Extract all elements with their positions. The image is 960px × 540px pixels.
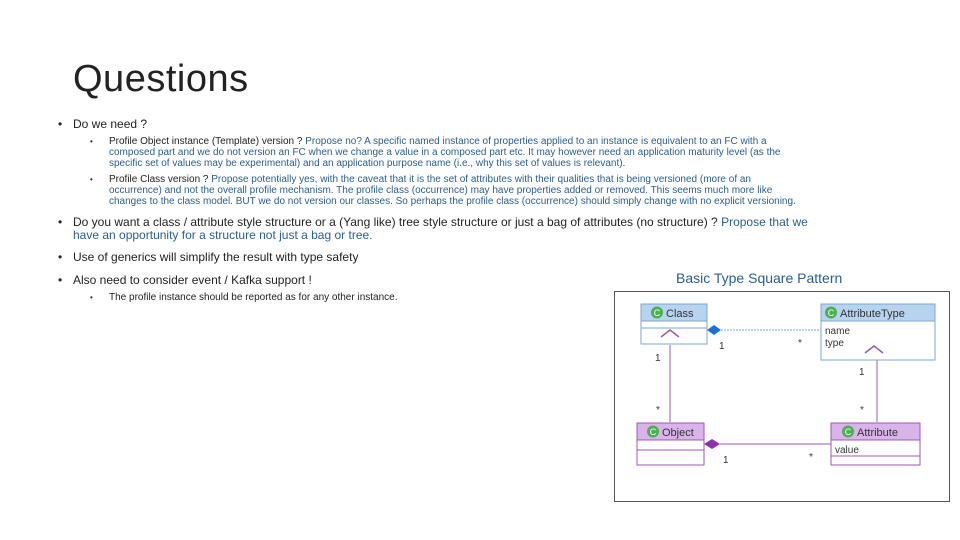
bullet-text: Also need to consider event / Kafka support ! (73, 273, 312, 287)
attribute-field: name (825, 326, 851, 337)
uml-class-class (641, 304, 707, 344)
multiplicity-label: 1 (655, 353, 661, 364)
composition-diamond-icon (704, 439, 720, 449)
class-icon-letter: C (653, 308, 661, 318)
class-name: Object (662, 427, 694, 439)
bullet-dot: • (90, 293, 93, 302)
sub-bullet-answer: Propose no? A specific named instance of properties applied to an instance is equivalent to an FC with a (305, 136, 767, 147)
sub-bullet-answer-cont: composed part and we do not version an FC when we change a value in a composed part etc. It may however need an application maturity level (as the (109, 147, 781, 158)
bullet-answer-cont: have an opportunity for a structure not just a bag or tree. (73, 228, 373, 242)
bullet-text: Use of generics will simplify the result with type safety (73, 250, 359, 264)
multiplicity-label: 1 (723, 455, 729, 466)
sub-bullet-answer-cont: changes to the class model. BUT we do not version our classes. So perhaps the profile class (occurrence) should simply change with no explicit versioning. (109, 196, 796, 207)
bullet-dot: • (90, 137, 93, 146)
bullet-dot: • (58, 273, 63, 287)
class-name: Class (666, 308, 694, 320)
bullet-dot: • (58, 117, 63, 131)
multiplicity-label: * (809, 452, 813, 463)
multiplicity-label: 1 (859, 367, 865, 378)
sub-bullet-answer-cont: occurrence) and not the overall profile mechanism. The profile class (occurrence) may have properties added or removed. This seems much more like (109, 185, 773, 196)
class-name: AttributeType (840, 308, 905, 320)
class-name: Attribute (857, 427, 898, 439)
uml-class-attribute (831, 423, 920, 465)
sub-bullet-answer: Propose potentially yes, with the caveat that it is the set of attributes with their qualities that is being versioned (more of an (211, 174, 751, 185)
uml-diagram (614, 291, 950, 502)
multiplicity-label: * (798, 338, 802, 349)
multiplicity-label: * (656, 405, 660, 416)
sub-bullet-question: Profile Class version ? (109, 174, 212, 185)
composition-diamond-icon (707, 325, 721, 335)
multiplicity-label: * (860, 405, 864, 416)
class-icon-letter: C (844, 427, 852, 437)
attribute-field: value (835, 445, 859, 456)
multiplicity-label: 1 (719, 341, 725, 352)
sub-bullet-text: The profile instance should be reported as for any other instance. (109, 292, 398, 303)
class-icon-letter: C (827, 308, 835, 318)
uml-class-attributetype (821, 304, 935, 360)
slide-title: Questions (73, 58, 249, 100)
bullet-dot: • (90, 175, 93, 184)
bullet-dot: • (58, 215, 63, 229)
uml-class-object (637, 423, 704, 465)
bullet-answer: Propose that we (721, 215, 808, 229)
class-icon-letter: C (649, 427, 657, 437)
sub-bullet-question: Profile Object instance (Template) version ? (109, 136, 306, 147)
uml-diagram-svg (615, 292, 949, 501)
diagram-title: Basic Type Square Pattern (676, 270, 843, 286)
bullet-text: Do we need ? (73, 117, 148, 131)
sub-bullet-answer-cont: specific set of values may be experimental) and an application purpose name (i.e., why this set of values is relevant). (109, 158, 626, 169)
attribute-field: type (825, 338, 844, 349)
bullet-text: Do you want a class / attribute style structure or a (Yang like) tree style structure or just a bag of attributes (no structure) ? (73, 215, 722, 229)
bullet-dot: • (58, 250, 63, 264)
